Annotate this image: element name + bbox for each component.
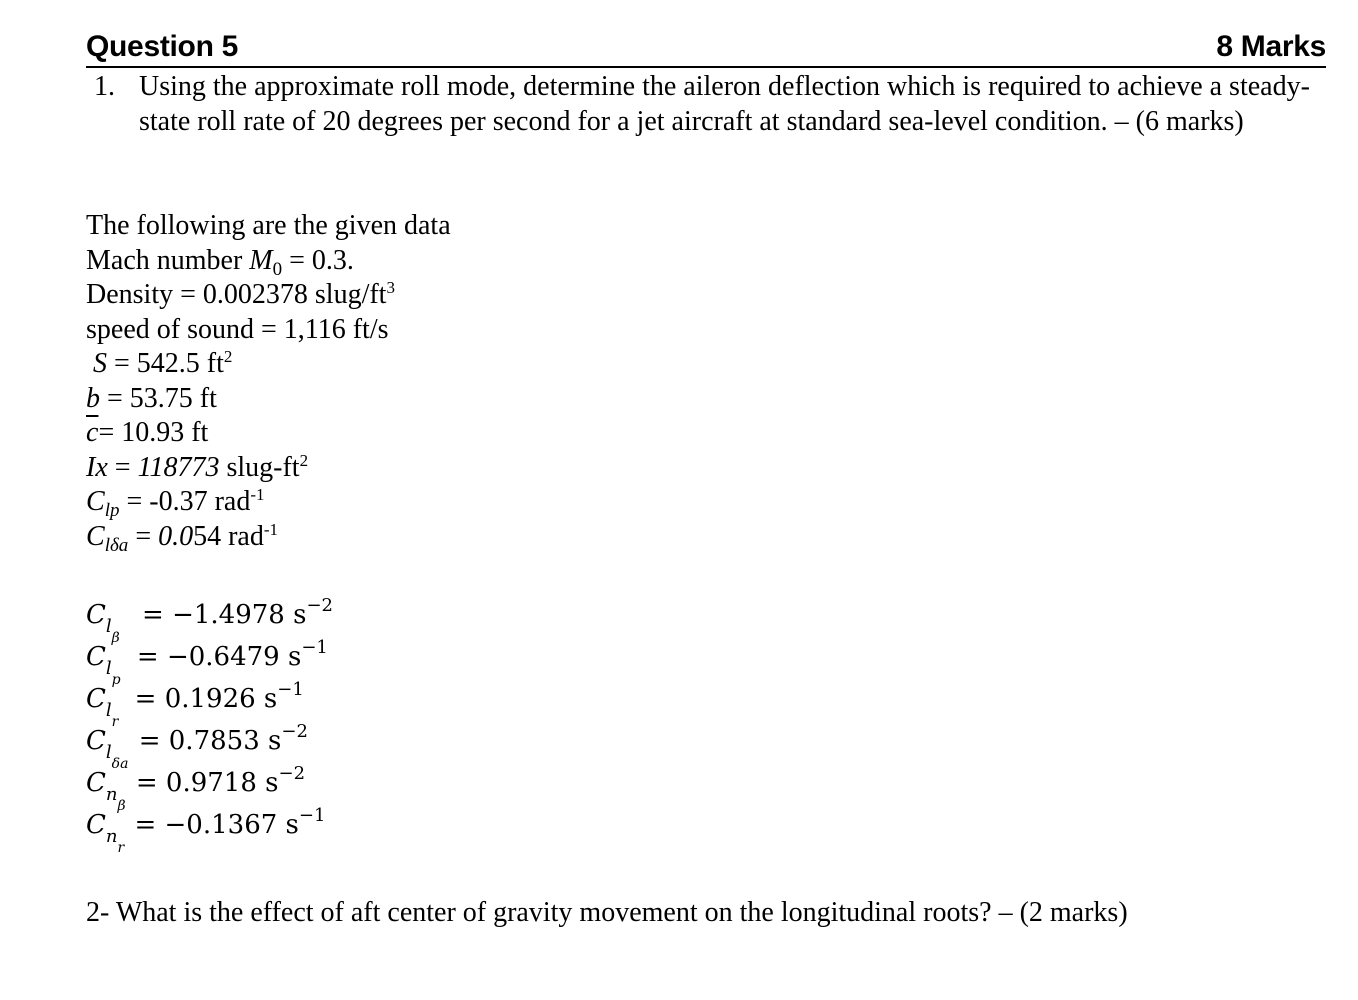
given-clp: $C_{lp} = -0.37$ rad$^{-1}$ [86,485,265,521]
coefficient-row: $C_{lr} = 0.1926$ $s^{-1}$ [86,679,304,730]
given-density: Density = 0.002378 slug/$ft^3$ [86,278,395,310]
given-mach: Mach number $M_0 = 0.3$. [86,244,354,280]
question-1 [86,70,1336,139]
question-header [86,28,1326,68]
given-mean-chord: $\overline{c}= 10.93$ ft [86,417,209,448]
coefficient-row: $C_{nr} = -0.1367$ $s^{-1}$ [86,805,326,856]
question-title: Question 5 [86,30,239,63]
question-1-text: Using the approximate roll mode, determine the aileron deflection which is required to achieve a steady-state roll rate of 20 degrees per second for a jet aircraft at standard sea-level condition. – (6 marks) [139,71,1310,137]
question-2-text: 2- What is the effect of aft center of gravity movement on the longitudinal roots? – (2 marks) [86,897,1128,928]
given-intro: The following are the given data [86,210,451,241]
given-data [86,209,451,554]
question-marks: 8 Marks [1216,30,1326,63]
given-inertia: Ix = 118773 slug-$ft^2$ [86,450,309,483]
coefficient-row: $C_{lp} = -0.6479$ $s^{-1}$ [86,637,328,688]
coefficient-row: $C_{l\beta} = -1.4978$ $s^{-2}$ [86,595,333,646]
given-cldeltaa: $C_{l\delta a} = 0.054$ rad$^{-1}$ [86,519,279,556]
coefficient-row: $C_{n\beta} = 0.9718$ $s^{-2}$ [86,763,306,814]
question-1-number: 1. [94,71,115,102]
coefficient-list [86,595,333,856]
coefficient-row: $C_{l\delta a} = 0.7853$ $s^{-2}$ [86,721,308,772]
given-wingspan: b = 53.75 ft [86,382,217,414]
given-wing-area: S = 542.5 $ft^2$ [93,347,233,379]
given-speed-of-sound: speed of sound = 1,116 ft/s [86,313,389,345]
